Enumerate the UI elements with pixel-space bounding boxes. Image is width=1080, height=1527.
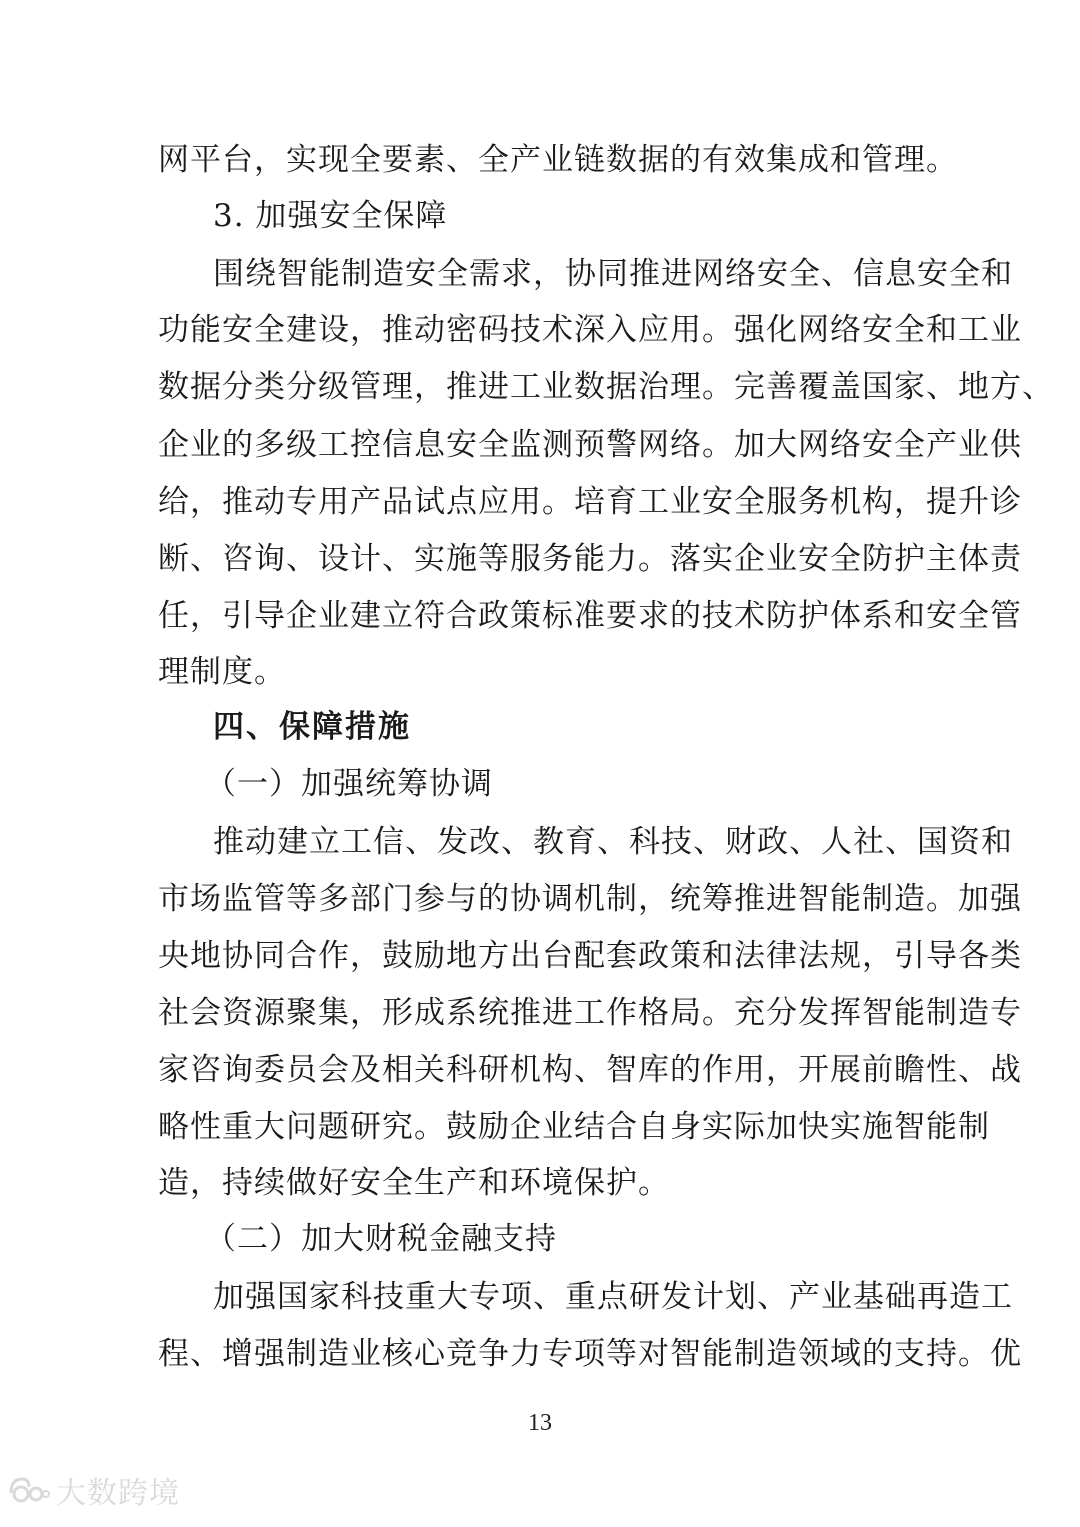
text-line: 功能安全建设，推动密码技术深入应用。强化网络安全和工业: [158, 312, 1022, 348]
subsection-heading: （一）加强统筹协调: [205, 766, 493, 802]
watermark-logo-icon: [8, 1473, 50, 1507]
text-line: 数据分类分级管理，推进工业数据治理。完善覆盖国家、地方、: [158, 369, 1054, 405]
text-line: 市场监管等多部门参与的协调机制，统筹推进智能制造。加强: [158, 881, 1022, 917]
text-line: 推动建立工信、发改、教育、科技、财政、人社、国资和: [213, 824, 1013, 860]
subsection-heading: （二）加大财税金融支持: [205, 1221, 557, 1257]
watermark: [8, 1470, 180, 1510]
text-line: 家咨询委员会及相关科研机构、智库的作用，开展前瞻性、战: [158, 1052, 1022, 1088]
text-line: 略性重大问题研究。鼓励企业结合自身实际加快实施智能制: [158, 1109, 990, 1145]
text-line: 任，引导企业建立符合政策标准要求的技术防护体系和安全管: [158, 598, 1022, 634]
text-line: 断、咨询、设计、实施等服务能力。落实企业安全防护主体责: [158, 541, 1022, 577]
text-line: 加强国家科技重大专项、重点研发计划、产业基础再造工: [213, 1279, 1013, 1315]
text-line: 理制度。: [158, 654, 286, 690]
section-heading: 四、保障措施: [213, 709, 411, 745]
text-line: 围绕智能制造安全需求，协同推进网络安全、信息安全和: [213, 256, 1013, 292]
text-line: 造，持续做好安全生产和环境保护。: [158, 1165, 670, 1201]
text-line: 程、增强制造业核心竞争力专项等对智能制造领域的支持。优: [158, 1336, 1022, 1372]
subsection-heading: 3. 加强安全保障: [213, 198, 448, 234]
text-line: 社会资源聚集，形成系统推进工作格局。充分发挥智能制造专: [158, 995, 1022, 1031]
watermark-text: 大数跨境: [56, 1476, 180, 1511]
text-line: 央地协同合作，鼓励地方出台配套政策和法律法规，引导各类: [158, 938, 1022, 974]
text-line: 给，推动专用产品试点应用。培育工业安全服务机构，提升诊: [158, 484, 1022, 520]
page-number: 13: [528, 1410, 552, 1436]
text-line: 企业的多级工控信息安全监测预警网络。加大网络安全产业供: [158, 427, 1022, 463]
text-line: 网平台，实现全要素、全产业链数据的有效集成和管理。: [158, 142, 958, 178]
